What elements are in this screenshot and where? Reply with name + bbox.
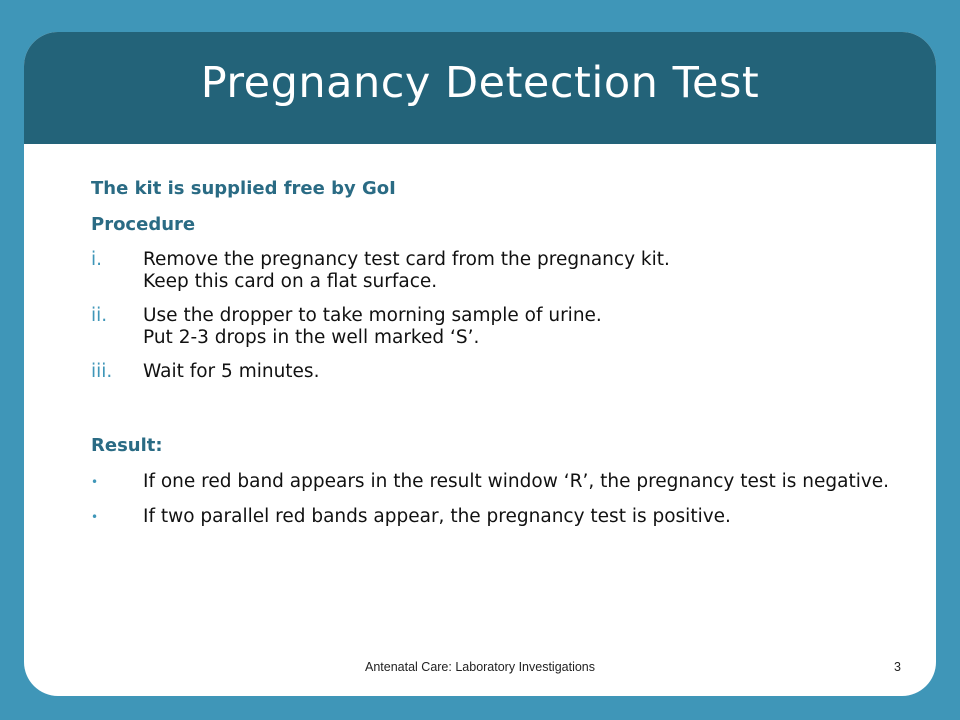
step-line: Put 2-3 drops in the well marked ‘S’. — [143, 327, 480, 348]
kit-note: The kit is supplied free by GoI — [91, 178, 396, 199]
slide-title: Pregnancy Detection Test — [200, 58, 760, 108]
step-line: Use the dropper to take morning sample of urine. — [143, 305, 602, 326]
slide-content — [91, 178, 891, 541]
page-number: 3 — [894, 660, 901, 674]
procedure-step — [91, 305, 891, 349]
step-line: Wait for 5 minutes. — [143, 361, 320, 382]
slide — [24, 32, 936, 696]
step-number: ii. — [91, 305, 108, 326]
procedure-heading: Procedure — [91, 214, 196, 235]
slide-footer: Antenatal Care: Laboratory Investigations — [365, 660, 595, 674]
step-line: Remove the pregnancy test card from the pregnancy kit. — [143, 249, 670, 270]
result-text: If two parallel red bands appear, the pregnancy test is positive. — [143, 506, 731, 527]
bullet-icon: • — [91, 475, 99, 489]
step-line: Keep this card on a flat surface. — [143, 271, 438, 292]
bullet-icon: • — [91, 510, 99, 524]
step-number: iii. — [91, 361, 113, 382]
step-number: i. — [91, 249, 103, 270]
title-bar — [24, 32, 936, 144]
procedure-step — [91, 361, 891, 383]
procedure-step — [91, 249, 891, 293]
result-item — [91, 506, 891, 528]
result-item — [91, 471, 891, 493]
result-heading: Result: — [91, 435, 163, 456]
result-text: If one red band appears in the result window ‘R’, the pregnancy test is negative. — [143, 471, 890, 492]
section-spacer — [91, 395, 891, 435]
